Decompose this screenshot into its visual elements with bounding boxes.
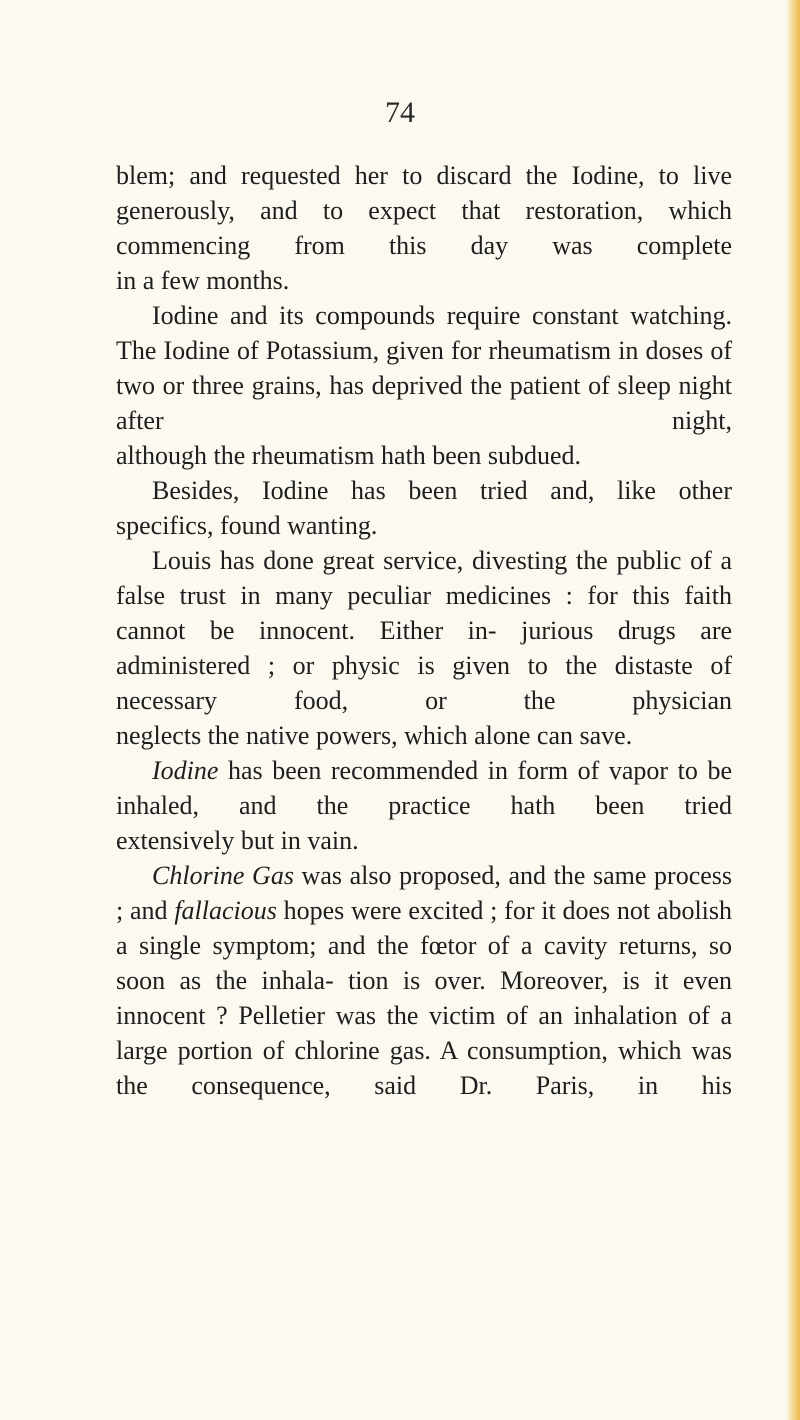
italic-term: Iodine — [152, 756, 219, 785]
paragraph-5-end — [116, 823, 732, 858]
paragraph-line: large portion of chlorine gas. A consumption, — [116, 1036, 608, 1065]
paragraph-5 — [116, 753, 732, 823]
paragraph-line: Pelletier was the victim of an inhalation of a — [238, 1001, 733, 1030]
paragraph-line: Besides, Iodine has been tried and, like other — [152, 476, 732, 505]
paragraph-1-end — [116, 263, 732, 298]
paragraph-line: in a few months. — [116, 266, 290, 295]
paragraph-line: extensively but in vain. — [116, 826, 359, 855]
paragraph-line: for this faith cannot be innocent. Either in- — [116, 581, 733, 645]
paragraph-3-end — [116, 508, 732, 543]
paragraph-line: although the rheumatism hath been subdued. — [116, 441, 582, 470]
paragraph-line: process ; and — [116, 861, 733, 925]
paragraph-line: was also proposed, and the same — [293, 861, 647, 890]
paragraph-line: Iodine and its compounds require constant — [152, 301, 619, 330]
page-edge — [786, 0, 800, 1420]
paragraph-4-end — [116, 718, 732, 753]
paragraph-line: deprived the patient of sleep night after night, — [116, 371, 732, 435]
paragraph-line: blem; and requested her to discard the Iodine, to — [116, 161, 679, 190]
paragraph-line: specifics, found wanting. — [116, 511, 378, 540]
paragraph-1 — [116, 158, 732, 263]
paragraph-line: to the distaste of necessary food, or the physician — [116, 651, 732, 715]
paragraph-3 — [116, 473, 732, 508]
paragraph-line: watching. The Iodine of Potassium, given for — [116, 301, 732, 365]
paragraph-6 — [116, 858, 732, 1103]
paragraph-4 — [116, 543, 732, 718]
paragraph-line: live generously, and to expect that restoration, — [116, 161, 732, 225]
italic-term: fallacious — [174, 896, 277, 925]
paragraph-line: Louis has done great service, divesting the — [152, 546, 608, 575]
paragraph-line: fœtor of a cavity returns, so soon as the inhala- — [116, 931, 733, 995]
paragraph-2-end — [116, 438, 732, 473]
paragraph-line: neglects the native powers, which alone can save. — [116, 721, 633, 750]
paragraph-line: does not abolish a single symptom; and the — [116, 896, 733, 960]
paragraph-line: hopes were excited ; for it — [276, 896, 556, 925]
page-number: 74 — [385, 96, 415, 129]
paragraph-line: tion is over. Moreover, is it even innocent ? — [116, 966, 732, 1030]
italic-term: Chlorine Gas — [152, 861, 294, 890]
paragraph-line: to be inhaled, and the practice hath been tried — [116, 756, 733, 820]
paragraph-line: which was the consequence, said Dr. Paris, in his — [116, 1036, 732, 1100]
paragraph-line: jurious drugs are administered ; or physic is given — [116, 616, 733, 680]
paragraph-line: has been recommended in form of vapor — [218, 756, 669, 785]
paragraph-line: public of a false trust in many peculiar medicines : — [116, 546, 733, 610]
paragraph-line: rheumatism in doses of two or three grains, has — [116, 336, 732, 400]
paragraph-2 — [116, 298, 732, 438]
body-text — [116, 158, 732, 1103]
paragraph-line: which commencing from this day was complete — [116, 196, 733, 260]
